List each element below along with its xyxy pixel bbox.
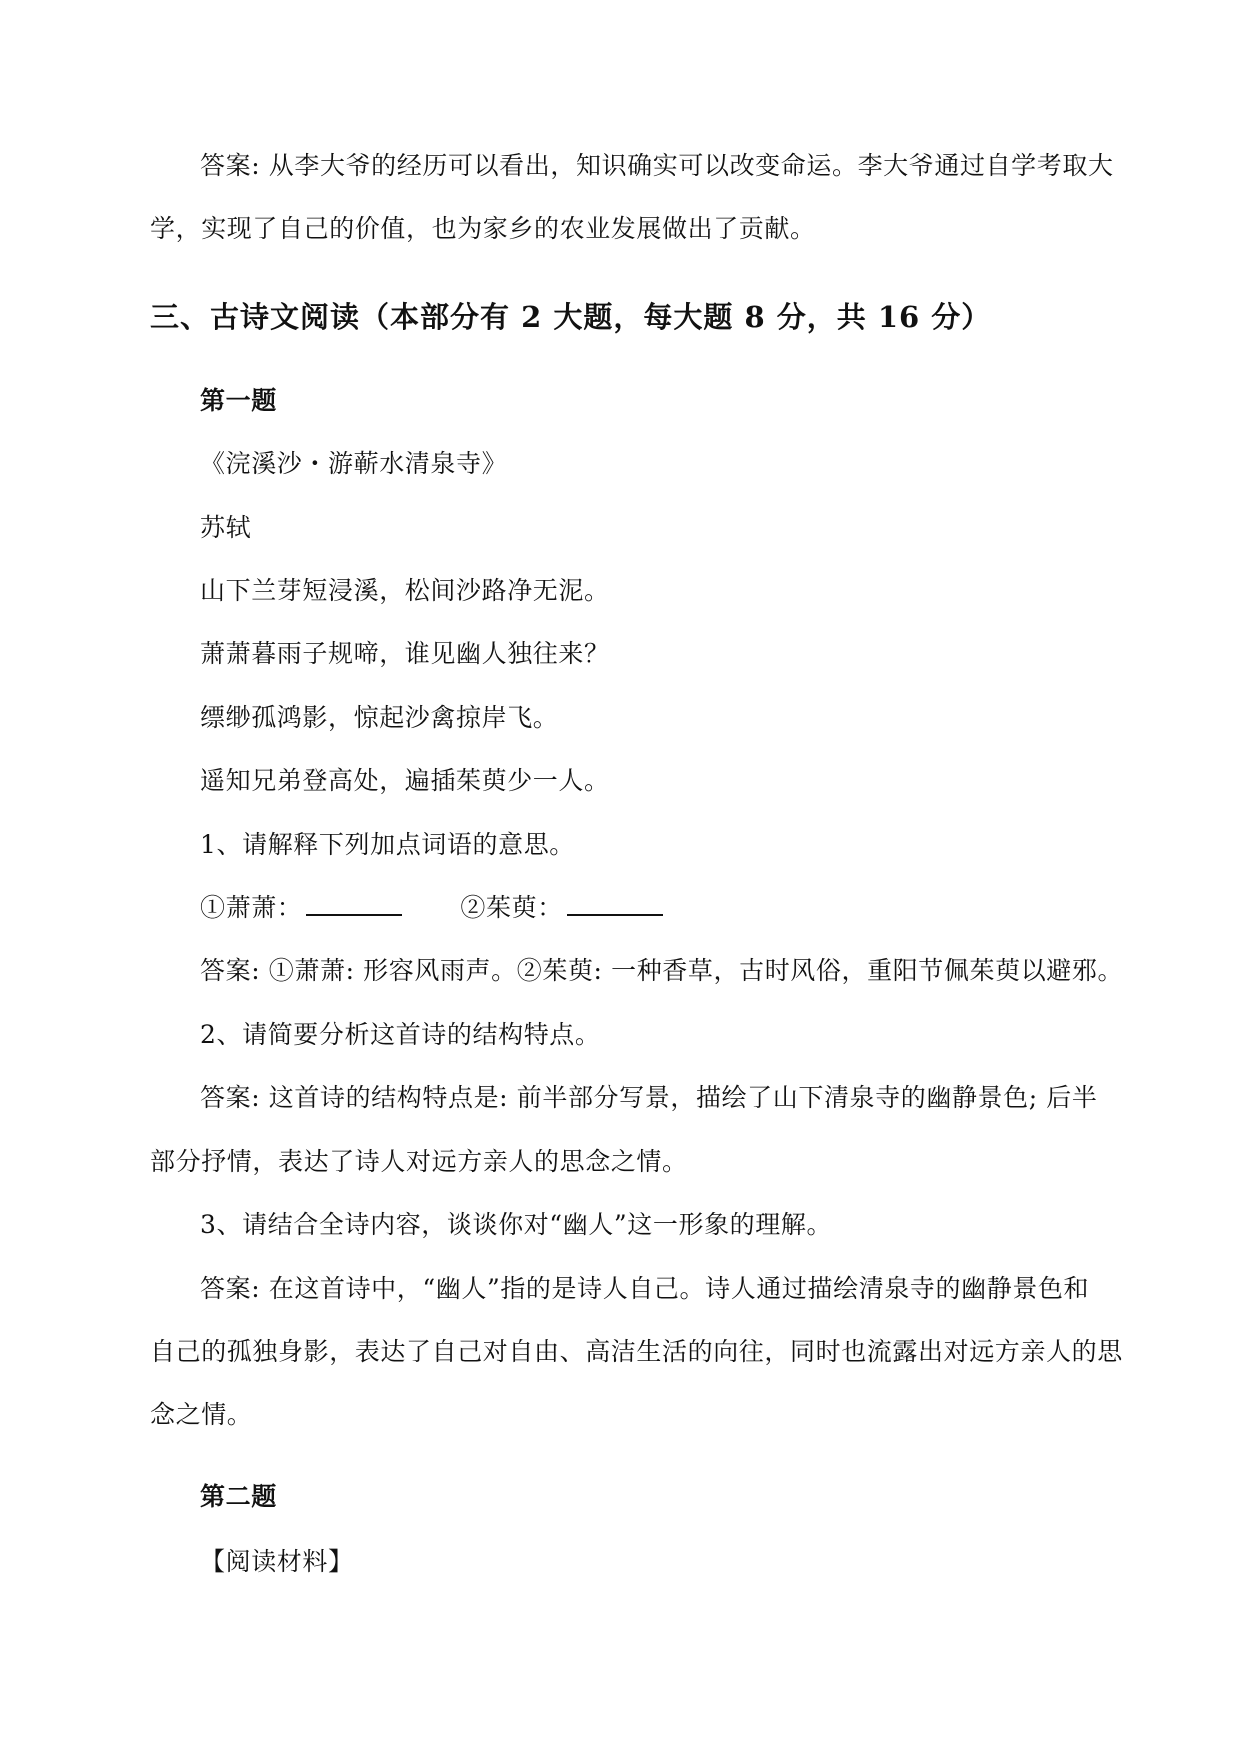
item-3-answer-line-3: 念之情。: [150, 1400, 253, 1429]
intro-answer-line-1: 答案: 从李大爷的经历可以看出，知识确实可以改变命运。李大爷通过自学考取大: [200, 151, 1114, 180]
poem-line: 山下兰芽短浸溪，松间沙路净无泥。: [200, 576, 610, 605]
item-1-blanks: [200, 891, 663, 925]
answer-blank-b[interactable]: [567, 892, 663, 916]
item-3-answer-line-2: 自己的孤独身影，表达了自己对自由、高洁生活的向往，同时也流露出对远方亲人的思: [150, 1337, 1123, 1366]
item-1-question: 1、请解释下列加点词语的意思。: [200, 830, 575, 859]
item-2-answer-line-1: 答案: 这首诗的结构特点是: 前半部分写景，描绘了山下清泉寺的幽静景色; 后半: [200, 1083, 1098, 1112]
item-3-question: 3、请结合全诗内容，谈谈你对“幽人”这一形象的理解。: [200, 1210, 833, 1239]
poem-line: 萧萧暮雨子规啼，谁见幽人独往来？: [200, 639, 610, 668]
question-2-title: 第二题: [200, 1482, 277, 1511]
item-2-question: 2、请简要分析这首诗的结构特点。: [200, 1020, 601, 1049]
reading-material-label: 【阅读材料】: [200, 1547, 354, 1576]
poem-title: 《浣溪沙・游蕲水清泉寺》: [200, 449, 508, 478]
item-1-answer: 答案: ①萧萧: 形容风雨声。②茱萸: 一种香草，古时风俗，重阳节佩茱萸以避邪。: [200, 956, 1124, 985]
poem-line: 缥缈孤鸿影，惊起沙禽掠岸飞。: [200, 703, 559, 732]
item-3-answer-line-1: 答案: 在这首诗中，“幽人”指的是诗人自己。诗人通过描绘清泉寺的幽静景色和: [200, 1274, 1090, 1303]
poem-line: 遥知兄弟登高处，遍插茱萸少一人。: [200, 766, 610, 795]
item-2-answer-line-2: 部分抒情，表达了诗人对远方亲人的思念之情。: [150, 1147, 688, 1176]
answer-blank-a[interactable]: [306, 892, 402, 916]
poem-author: 苏轼: [200, 513, 252, 542]
blank-a-label: ①萧萧：: [200, 893, 303, 922]
question-1-title: 第一题: [200, 386, 277, 415]
section-heading: 三、古诗文阅读（本部分有 2 大题，每大题 8 分，共 16 分）: [150, 300, 992, 334]
blank-b-label: ②茱萸：: [460, 893, 563, 922]
intro-answer-line-2: 学，实现了自己的价值，也为家乡的农业发展做出了贡献。: [150, 214, 816, 243]
